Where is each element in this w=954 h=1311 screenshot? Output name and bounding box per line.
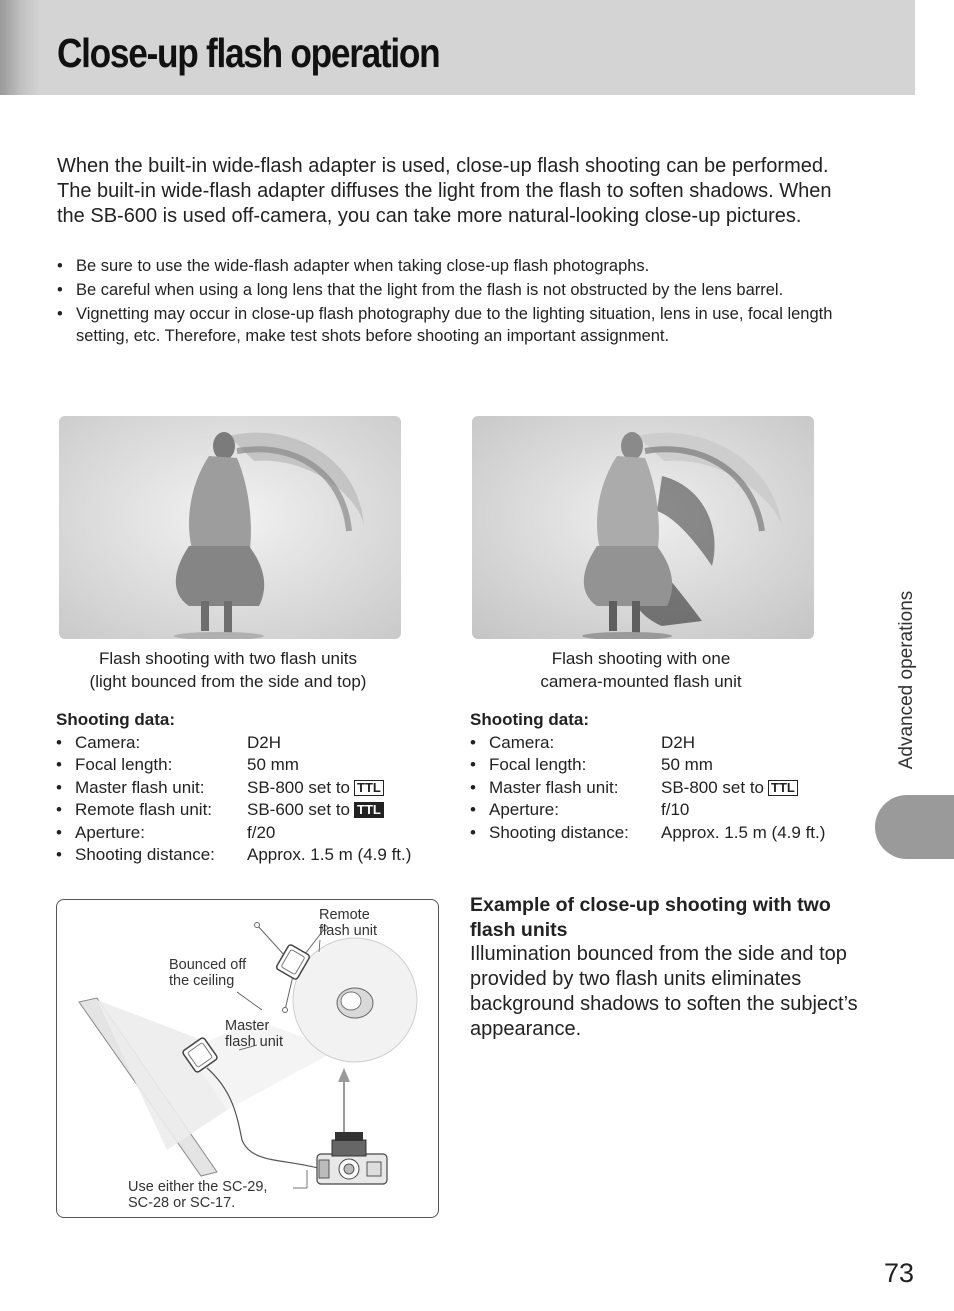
bullet-text: Be sure to use the wide-flash adapter when taking close-up flash photographs. bbox=[76, 257, 650, 275]
shooting-row bbox=[56, 754, 456, 777]
sync-cord-label bbox=[128, 1179, 267, 1211]
row-label: Focal length: bbox=[489, 755, 587, 774]
row-value-group bbox=[661, 777, 798, 800]
row-value: f/20 bbox=[247, 822, 276, 842]
bullet-dot: • bbox=[56, 845, 62, 864]
row-value: D2H bbox=[661, 732, 696, 752]
section-thumb-tab bbox=[875, 795, 954, 859]
bounced-ceiling-label bbox=[169, 957, 246, 989]
row-label: Focal length: bbox=[75, 755, 173, 774]
shooting-data-title: Shooting data: bbox=[470, 710, 589, 729]
shooting-row bbox=[56, 799, 456, 822]
intro-paragraph: When the built-in wide-flash adapter is used, close-up flash shooting can be performed. The built-in wide-flash adapter diffuses the light from the flash to soften shadows. When the SB-600 is used off-camera, you can take more natural-looking close-up pictures. bbox=[57, 155, 832, 227]
ttl-mode-badge: TTL bbox=[768, 780, 798, 796]
page-number: 73 bbox=[883, 1258, 914, 1288]
row-value: SB-800 set to bbox=[247, 777, 351, 797]
shooting-row bbox=[56, 844, 456, 867]
ttl-mode-badge: TTL bbox=[354, 802, 384, 818]
bullet-dot: • bbox=[57, 281, 63, 299]
row-label: Camera: bbox=[489, 732, 555, 752]
photo-one-flash-unit bbox=[472, 416, 814, 639]
bullet-dot: • bbox=[470, 777, 476, 797]
intro-bullet-list bbox=[57, 255, 847, 349]
row-label: Shooting distance: bbox=[75, 845, 215, 864]
photo-two-flash-units bbox=[59, 416, 401, 639]
row-label: Master flash unit: bbox=[489, 777, 619, 797]
row-value: D2H bbox=[247, 732, 282, 752]
row-value-group bbox=[247, 799, 384, 822]
bullet-dot: • bbox=[56, 777, 62, 797]
shooting-row bbox=[470, 754, 870, 777]
ttl-mode-badge: TTL bbox=[354, 780, 384, 796]
bullet-dot: • bbox=[56, 732, 62, 752]
shooting-row bbox=[56, 732, 456, 755]
row-value: SB-800 set to bbox=[661, 777, 765, 797]
bullet-text: Vignetting may occur in close-up flash photography due to the lighting situation, lens in use, focal length setting, etc. Therefore, make test shots before shooting an important assignment. bbox=[76, 305, 833, 345]
remote-flash-label bbox=[319, 907, 377, 939]
shooting-row bbox=[470, 799, 870, 822]
diagram-label-line: Use either the SC-29, bbox=[128, 1179, 268, 1195]
setup-diagram-drawing bbox=[57, 900, 438, 1217]
example-section bbox=[470, 893, 860, 1042]
bullet-dot: • bbox=[56, 755, 62, 774]
diagram-label-line: Master bbox=[225, 1018, 270, 1034]
shooting-data-title: Shooting data: bbox=[56, 710, 175, 729]
row-value: SB-600 set to bbox=[247, 800, 351, 819]
row-label: Shooting distance: bbox=[489, 822, 629, 842]
bullet-dot: • bbox=[56, 800, 62, 819]
setup-diagram bbox=[56, 899, 439, 1218]
page-title: Close-up flash operation bbox=[57, 30, 440, 76]
row-value: 50 mm bbox=[661, 755, 713, 774]
photo-caption-right bbox=[470, 647, 812, 693]
bullet-dot: • bbox=[57, 305, 63, 323]
row-value-group bbox=[247, 777, 384, 800]
example-title: Example of close-up shooting with two flash units bbox=[470, 894, 831, 941]
caption-line: camera-mounted flash unit bbox=[540, 672, 742, 691]
caption-line: (light bounced from the side and top) bbox=[89, 672, 367, 691]
photo-caption-left bbox=[57, 647, 399, 693]
bullet-dot: • bbox=[470, 800, 476, 819]
diagram-label-line: Remote bbox=[319, 907, 370, 923]
shooting-data-left bbox=[56, 709, 456, 867]
bullet-item bbox=[57, 255, 847, 277]
shooting-row bbox=[56, 777, 456, 800]
shooting-row bbox=[470, 822, 870, 845]
bullet-item bbox=[57, 279, 847, 301]
header-tab bbox=[0, 0, 40, 95]
section-side-label-text: Advanced operations bbox=[896, 590, 917, 770]
diagram-label-line: SC-28 or SC-17. bbox=[128, 1195, 236, 1211]
row-value: Approx. 1.5 m (4.9 ft.) bbox=[661, 822, 826, 842]
diagram-label-line: the ceiling bbox=[169, 973, 235, 989]
bullet-dot: • bbox=[57, 257, 63, 275]
master-flash-label bbox=[225, 1018, 283, 1050]
bullet-text: Be careful when using a long lens that the light from the flash is not obstructed by the lens barrel. bbox=[76, 281, 784, 299]
row-label: Aperture: bbox=[489, 800, 559, 819]
row-value: 50 mm bbox=[247, 755, 299, 774]
diagram-label-line: flash unit bbox=[225, 1034, 284, 1050]
caption-line: Flash shooting with two flash units bbox=[99, 649, 357, 668]
shooting-data-right bbox=[470, 709, 870, 844]
row-value: Approx. 1.5 m (4.9 ft.) bbox=[247, 845, 412, 864]
row-label: Master flash unit: bbox=[75, 777, 205, 797]
row-label: Remote flash unit: bbox=[75, 800, 213, 819]
shooting-row bbox=[470, 732, 870, 755]
bullet-dot: • bbox=[470, 755, 476, 774]
row-label: Aperture: bbox=[75, 822, 145, 842]
row-label: Camera: bbox=[75, 732, 141, 752]
caption-line: Flash shooting with one bbox=[551, 649, 731, 668]
shooting-row bbox=[56, 822, 456, 845]
row-value: f/10 bbox=[661, 800, 690, 819]
diagram-label-line: flash unit bbox=[319, 923, 378, 939]
shooting-row bbox=[470, 777, 870, 800]
bullet-dot: • bbox=[56, 822, 62, 842]
bullet-item bbox=[57, 303, 847, 347]
bullet-dot: • bbox=[470, 822, 476, 842]
example-body: Illumination bounced from the side and top provided by two flash units eliminates background shadows to soften the subject’s appearance. bbox=[470, 943, 858, 1040]
diagram-label-line: Bounced off bbox=[169, 957, 247, 973]
bullet-dot: • bbox=[470, 732, 476, 752]
